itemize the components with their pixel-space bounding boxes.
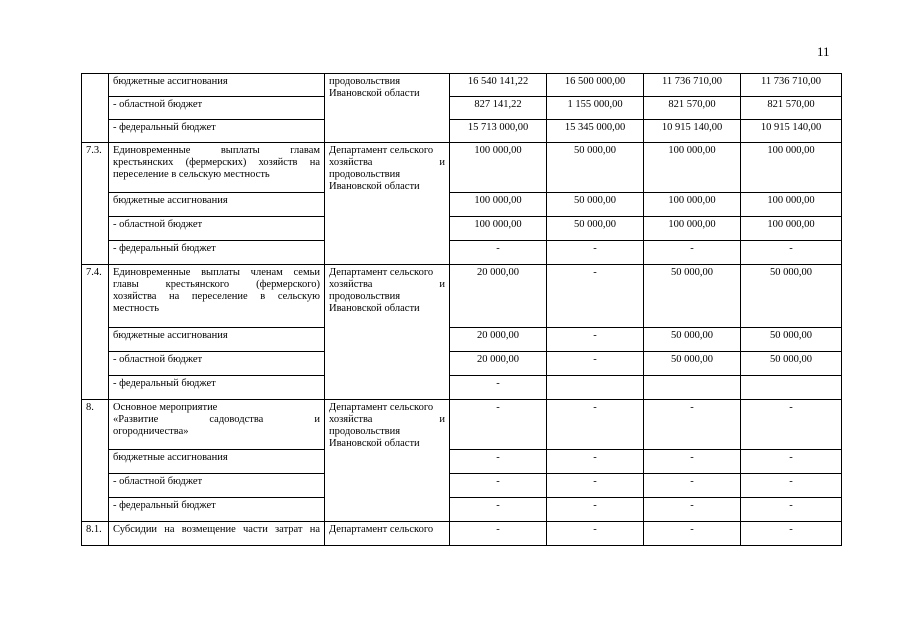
- value-cell: -: [741, 498, 842, 522]
- value-cell: 10 915 140,00: [644, 120, 741, 143]
- value-cell: -: [547, 474, 644, 498]
- value-cell: -: [741, 450, 842, 474]
- row-label: бюджетные ассигнования: [109, 450, 325, 474]
- value-cell: 100 000,00: [450, 217, 547, 241]
- value-cell: -: [450, 474, 547, 498]
- value-cell: -: [547, 522, 644, 546]
- value-cell: 50 000,00: [644, 265, 741, 328]
- value-cell: 16 540 141,22: [450, 74, 547, 97]
- value-cell: -: [644, 522, 741, 546]
- value-cell: 11 736 710,00: [644, 74, 741, 97]
- table-row: [82, 376, 842, 400]
- value-cell: 100 000,00: [644, 193, 741, 217]
- value-cell: -: [450, 241, 547, 265]
- value-cell: 50 000,00: [547, 143, 644, 193]
- table-row: [82, 217, 842, 241]
- value-cell: [644, 376, 741, 400]
- value-cell: -: [547, 241, 644, 265]
- value-cell: -: [450, 400, 547, 450]
- item-title: Субсидии на возмещение части затрат на: [109, 522, 325, 546]
- value-cell: -: [741, 400, 842, 450]
- item-title: Единовременные выплаты членам семьи главы крестьянского (фермерского) хозяйства на переселение в сельскую местность: [109, 265, 325, 328]
- table-row: [82, 193, 842, 217]
- row-label: - областной бюджет: [109, 352, 325, 376]
- value-cell: 50 000,00: [547, 217, 644, 241]
- value-cell: -: [450, 522, 547, 546]
- table-row: [82, 143, 842, 193]
- row-label: - областной бюджет: [109, 474, 325, 498]
- value-cell: -: [547, 352, 644, 376]
- row-label: бюджетные ассигнования: [109, 193, 325, 217]
- item-title: Единовременные выплаты главам крестьянских (фермерских) хозяйств на переселение в сельскую местность: [109, 143, 325, 193]
- value-cell: -: [547, 450, 644, 474]
- row-number: 8.: [82, 400, 109, 522]
- row-label: - федеральный бюджет: [109, 498, 325, 522]
- value-cell: 100 000,00: [644, 143, 741, 193]
- value-cell: 1 155 000,00: [547, 97, 644, 120]
- table-row: [82, 120, 842, 143]
- value-cell: -: [741, 241, 842, 265]
- value-cell: [741, 376, 842, 400]
- value-cell: -: [450, 498, 547, 522]
- table-row: [82, 241, 842, 265]
- row-label: - федеральный бюджет: [109, 376, 325, 400]
- table-row: [82, 474, 842, 498]
- value-cell: 100 000,00: [741, 217, 842, 241]
- row-label: - федеральный бюджет: [109, 241, 325, 265]
- department-cell: Департамент сельского: [325, 522, 450, 546]
- value-cell: -: [547, 265, 644, 328]
- value-cell: 821 570,00: [741, 97, 842, 120]
- value-cell: -: [547, 498, 644, 522]
- value-cell: 10 915 140,00: [741, 120, 842, 143]
- row-label: - областной бюджет: [109, 97, 325, 120]
- value-cell: [547, 376, 644, 400]
- page-number: 11: [817, 44, 830, 59]
- table-row: [82, 498, 842, 522]
- row-label: бюджетные ассигнования: [109, 328, 325, 352]
- row-number: 7.3.: [82, 143, 109, 265]
- table-row: [82, 400, 842, 450]
- row-label: - федеральный бюджет: [109, 120, 325, 143]
- value-cell: 20 000,00: [450, 328, 547, 352]
- value-cell: 50 000,00: [741, 352, 842, 376]
- budget-table: [81, 73, 842, 546]
- value-cell: -: [644, 400, 741, 450]
- value-cell: 100 000,00: [450, 193, 547, 217]
- item-title: Основное мероприятие «Развитие садоводства и огородничества»: [109, 400, 325, 450]
- value-cell: 20 000,00: [450, 352, 547, 376]
- department-cell: Департамент сельского хозяйства и продовольствия Ивановской области: [325, 265, 450, 400]
- value-cell: 20 000,00: [450, 265, 547, 328]
- table-row: [82, 97, 842, 120]
- value-cell: 50 000,00: [644, 352, 741, 376]
- value-cell: 11 736 710,00: [741, 74, 842, 97]
- value-cell: 50 000,00: [547, 193, 644, 217]
- row-number-cell: [82, 74, 109, 143]
- table-row: [82, 522, 842, 546]
- value-cell: -: [644, 474, 741, 498]
- row-label: - областной бюджет: [109, 217, 325, 241]
- table-row: [82, 74, 842, 97]
- value-cell: 100 000,00: [644, 217, 741, 241]
- row-number: 8.1.: [82, 522, 109, 546]
- value-cell: -: [741, 474, 842, 498]
- value-cell: 50 000,00: [741, 265, 842, 328]
- table-row: [82, 328, 842, 352]
- table-row: [82, 352, 842, 376]
- value-cell: -: [741, 522, 842, 546]
- value-cell: 100 000,00: [741, 193, 842, 217]
- value-cell: -: [644, 241, 741, 265]
- value-cell: 100 000,00: [450, 143, 547, 193]
- value-cell: -: [450, 450, 547, 474]
- value-cell: 50 000,00: [741, 328, 842, 352]
- row-label: бюджетные ассигнования: [109, 74, 325, 97]
- table-row: [82, 265, 842, 328]
- value-cell: -: [450, 376, 547, 400]
- department-cell: Департамент сельского хозяйства и продовольствия Ивановской области: [325, 400, 450, 522]
- value-cell: -: [547, 328, 644, 352]
- department-cell: продовольствия Ивановской области: [325, 74, 450, 143]
- value-cell: 100 000,00: [741, 143, 842, 193]
- value-cell: 821 570,00: [644, 97, 741, 120]
- value-cell: -: [644, 450, 741, 474]
- value-cell: 50 000,00: [644, 328, 741, 352]
- row-number: 7.4.: [82, 265, 109, 400]
- value-cell: -: [547, 400, 644, 450]
- value-cell: 16 500 000,00: [547, 74, 644, 97]
- value-cell: 15 713 000,00: [450, 120, 547, 143]
- department-cell: Департамент сельского хозяйства и продовольствия Ивановской области: [325, 143, 450, 265]
- table-row: [82, 450, 842, 474]
- value-cell: 15 345 000,00: [547, 120, 644, 143]
- value-cell: 827 141,22: [450, 97, 547, 120]
- value-cell: -: [644, 498, 741, 522]
